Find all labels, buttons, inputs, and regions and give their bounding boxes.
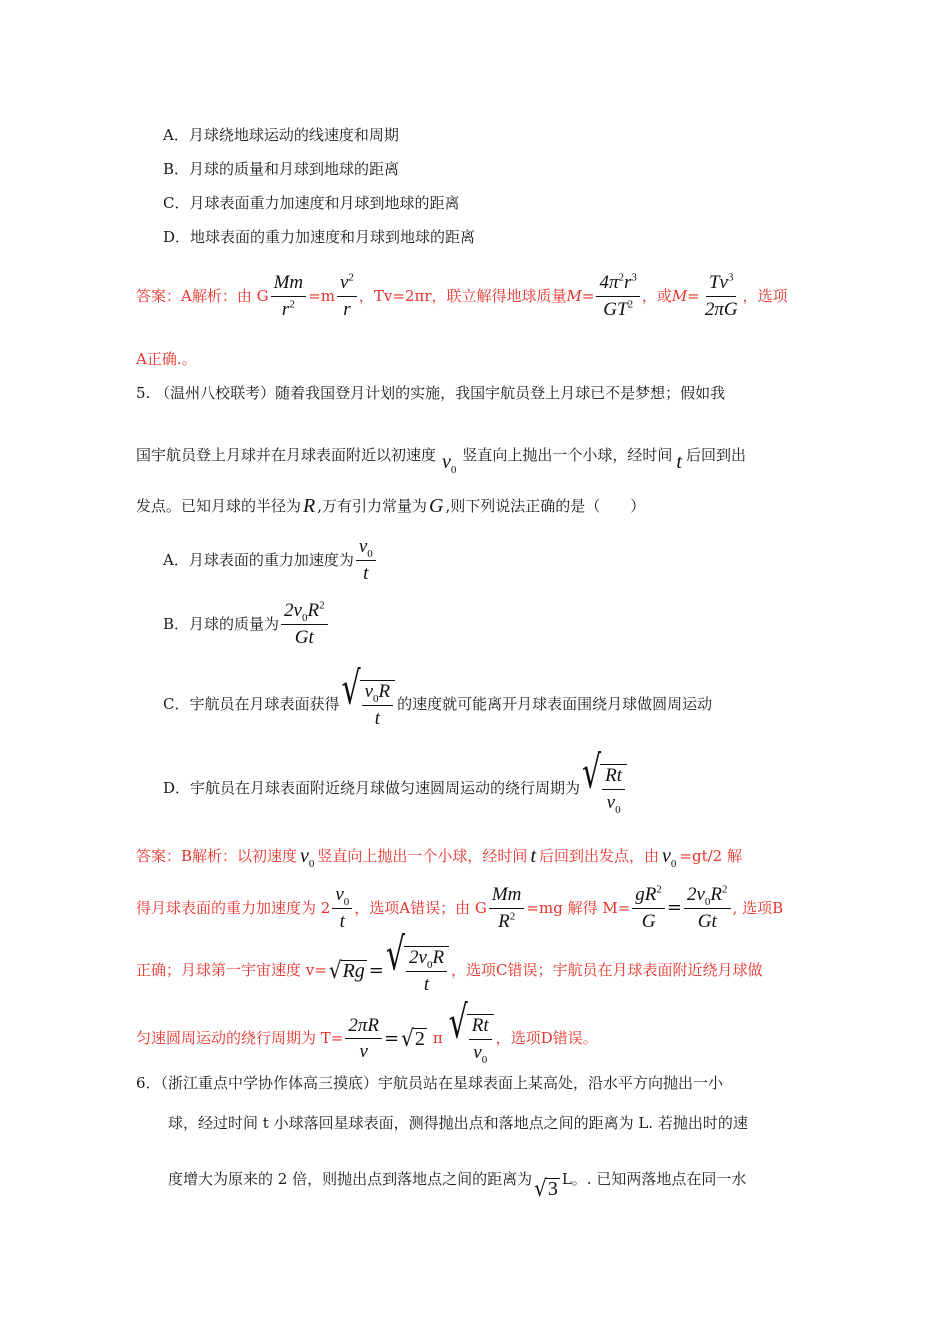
q5-option-b-text: B．月球的质量为	[163, 614, 280, 633]
q4-option-c-text: C．月球表面重力加速度和月球到地球的距离	[163, 194, 460, 212]
formula-sqrt-Rt-over-v0-answer: √ $\frac{Rt}{v_0}$	[449, 1014, 494, 1064]
formula-v2-over-r: $\frac{v^2}{r}$	[337, 272, 357, 321]
q5-stem-line2-c: 后回到出	[685, 445, 746, 464]
q4-option-a-text: A．月球绕地球运动的线速度和周期	[163, 126, 399, 144]
q4-option-a	[163, 128, 399, 143]
q4-answer-mid: ，Tv=2πr，联立解得地球质量	[358, 286, 567, 305]
q5-stem-line3	[136, 496, 645, 516]
formula-2piR-over-v: $\frac{2\pi R}{v}$	[345, 1015, 382, 1064]
formula-sqrt-Rt-over-v0: √ $\frac{Rt}{v_0}$	[582, 764, 627, 814]
q6-line2	[168, 1116, 748, 1131]
q5-answer-4a: 匀速圆周运动的绕行周期为 T=	[136, 1029, 344, 1048]
q5-option-a	[163, 536, 378, 585]
q5-answer-line2: 得月球表面的重力加速度为 2 $\frac{v_0}{t}$ ，选项A错误；由 G $\frac{Mm}{R^2}$ =mg 解得 M= $\frac{gR^2}{G}$ = $\frac{2v_0R^2}{Gt}$ , 选项B	[136, 883, 784, 932]
q5-answer-2b: ，选项A错误；由 G	[354, 898, 487, 917]
q4-answer-prefix: 答案：A解析：由 G	[136, 286, 269, 305]
q4-answer-eq: =m	[308, 286, 335, 305]
q6-line3-b: L。. 已知两落地点在同一水	[561, 1170, 747, 1188]
q5-option-d-text: D．宇航员在月球表面附近绕月球做匀速圆周运动的绕行周期为	[163, 779, 581, 798]
q5-option-a-text: A．月球表面的重力加速度为	[163, 550, 354, 569]
formula-Mm-over-r2: $\frac{Mm}{r^2}$	[271, 272, 307, 321]
q5-stem-line3-c: ,则下列说法正确的是（ ）	[445, 496, 646, 515]
q6-line1	[136, 1076, 723, 1091]
formula-v0-over-t: $\frac{v_0}{t}$	[356, 536, 376, 585]
formula-4pi2r3-over-GT2: $\frac{4\pi^2r^3}{GT^2}$	[596, 272, 639, 321]
q5-answer-line4: 匀速圆周运动的绕行周期为 T= $\frac{2\pi R}{v}$ = √ 2 π √ $\frac{Rt}{v_0}$ ，选项D错误。	[136, 997, 598, 1066]
symbol-t-answer: t	[530, 845, 536, 867]
q5-answer-line3: 正确；月球第一宇宙速度 v= √ Rg = √ $\frac{2v_0R}{t}$ ，选项C错误；宇航员在月球表面附近绕月球做	[136, 929, 763, 995]
q5-stem-line2	[136, 438, 746, 476]
q5-option-c-text-b: 的速度就可能离开月球表面围绕月球做圆周运动	[397, 695, 713, 714]
q5-answer-2a: 得月球表面的重力加速度为 2	[136, 898, 331, 917]
formula-gR2-over-G: $\frac{gR^2}{G}$	[632, 884, 665, 933]
q5-answer-pi: π	[432, 1029, 443, 1048]
formula-2v0R2-over-Gt: $\frac{2v_0R^2}{Gt}$	[281, 600, 328, 649]
formula-Mm-over-R2: $\frac{Mm}{R^2}$	[489, 884, 525, 933]
symbol-v0-answer-2: $v_0$	[662, 845, 677, 870]
q5-answer-2d: , 选项B	[732, 898, 784, 917]
formula-sqrt-v0R-over-t: √ $\frac{v_0R}{t}$	[341, 680, 395, 730]
formula-sqrt-3: √ 3	[534, 1174, 558, 1202]
formula-sqrt-2v0R-over-t: √ $\frac{2v_0R}{t}$	[386, 946, 449, 996]
q5-stem-line3-a: 发点。已知月球的半径为	[136, 496, 302, 515]
q4-option-d-text: D．地球表面的重力加速度和月球到地球的距离	[163, 228, 476, 246]
q4-answer-line2-text: A正确.。	[136, 350, 197, 368]
q5-answer-line1	[136, 845, 742, 870]
symbol-R: R	[303, 495, 316, 517]
q5-option-c-text-a: C．宇航员在月球表面获得	[163, 695, 340, 714]
q5-answer-3a: 正确；月球第一宇宙速度 v=	[136, 961, 327, 980]
q5-answer-1b: 竖直向上抛出一个小球，经时间	[317, 846, 528, 865]
symbol-v0: $v_0$	[442, 451, 457, 476]
q5-stem-line1	[136, 386, 725, 401]
q4-answer-end: ，选项	[742, 286, 788, 305]
formula-sqrt-Rg: √ Rg	[328, 956, 365, 985]
q4-option-d	[163, 230, 475, 245]
q4-answer-line1	[136, 272, 788, 321]
q4-option-b-text: B．月球的质量和月球到地球的距离	[163, 160, 400, 178]
q5-answer-3b: ，选项C错误；宇航员在月球表面附近绕月球做	[451, 961, 763, 980]
symbol-G: G	[429, 495, 444, 517]
q5-option-b	[163, 600, 330, 649]
q4-answer-M2: M=	[671, 286, 700, 305]
q4-option-b	[163, 162, 399, 177]
q5-answer-4c: ，选项D错误。	[495, 1029, 598, 1048]
q6-line3	[168, 1160, 747, 1202]
q4-answer-line2	[136, 352, 197, 367]
formula-v0-over-t-answer: $\frac{v_0}{t}$	[332, 884, 352, 933]
q5-stem-line1-text: 5. （温州八校联考）随着我国登月计划的实施，我国宇航员登上月球已不是梦想；假如我	[136, 384, 726, 402]
q5-answer-1c: 后回到出发点，由	[539, 846, 660, 865]
q5-answer-1d: =gt/2 解	[679, 846, 742, 865]
q4-answer-or: ，或	[641, 286, 672, 305]
q6-line2-text: 球，经过时间 t 小球落回星球表面，测得抛出点和落地点之间的距离为 L. 若抛出时的速	[168, 1114, 748, 1132]
q5-answer-1a: 答案：B解析：以初速度	[136, 846, 298, 865]
symbol-t: t	[676, 451, 682, 473]
q5-stem-line2-b: 竖直向上抛出一个小球，经时间	[462, 445, 673, 464]
symbol-v0-answer: $v_0$	[300, 845, 315, 870]
q4-option-c	[163, 196, 459, 211]
q5-stem-line2-a: 国宇航员登上月球并在月球表面附近以初速度	[136, 445, 437, 464]
q5-answer-2c: =mg 解得 M=	[526, 898, 631, 917]
formula-sqrt-2: √ 2	[401, 1024, 425, 1053]
q6-line1-text: 6．（浙江重点中学协作体高三摸底）宇航员站在星球表面上某高处，沿水平方向抛出一小	[136, 1074, 724, 1092]
formula-Tv3-over-2piG: $\frac{Tv^3}{2\pi G}$	[704, 271, 738, 320]
q5-option-d	[163, 747, 629, 816]
q4-answer-M1: M=	[566, 286, 595, 305]
q5-option-c	[163, 663, 713, 730]
q6-line3-a: 度增大为原来的 2 倍，则抛出点到落地点之间的距离为	[168, 1170, 533, 1188]
formula-2v0R2-over-Gt-answer: $\frac{2v_0R^2}{Gt}$	[684, 884, 731, 933]
q5-stem-line3-b: ,万有引力常量为	[317, 496, 428, 515]
